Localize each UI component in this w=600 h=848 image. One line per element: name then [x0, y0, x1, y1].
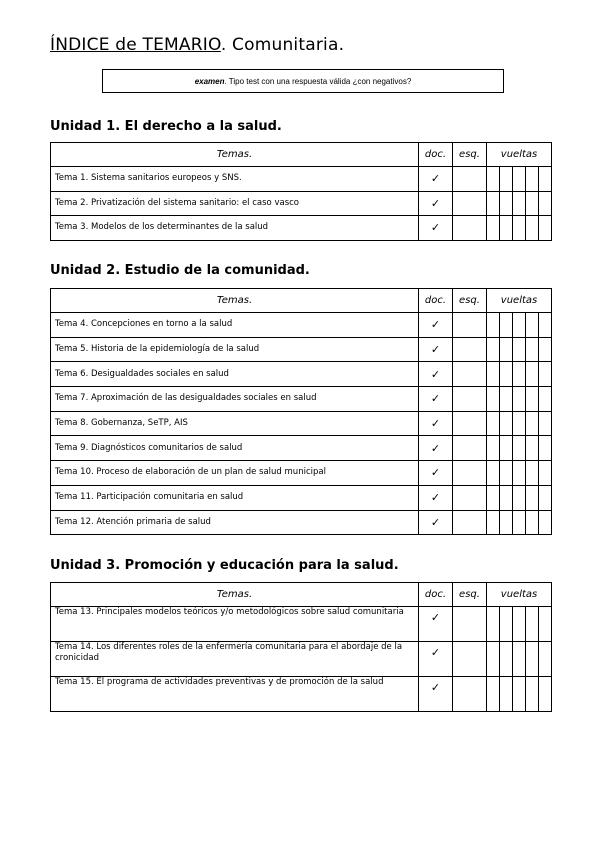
vuelta-cell[interactable]: [539, 510, 552, 535]
table-row: [51, 313, 552, 338]
doc-check-cell[interactable]: ✓: [419, 362, 453, 387]
vuelta-cell[interactable]: [539, 191, 552, 216]
table-row: [51, 191, 552, 216]
vuelta-cell[interactable]: [526, 337, 539, 362]
unit-table: [50, 582, 552, 712]
vuelta-cell[interactable]: [500, 313, 513, 338]
vuelta-cell[interactable]: [487, 191, 500, 216]
topic-label: Tema 8. Gobernanza, SeTP, AIS: [51, 411, 419, 436]
vuelta-cell[interactable]: [526, 461, 539, 486]
vuelta-cell[interactable]: [526, 642, 539, 677]
vuelta-cell[interactable]: [539, 436, 552, 461]
vuelta-cell[interactable]: [487, 362, 500, 387]
topic-label: Tema 15. El programa de actividades preventivas y de promoción de la salud: [51, 677, 419, 712]
header-vueltas: vueltas: [487, 583, 552, 607]
vuelta-cell[interactable]: [513, 337, 526, 362]
topic-label: Tema 11. Participación comunitaria en salud: [51, 485, 419, 510]
vuelta-cell[interactable]: [513, 191, 526, 216]
vuelta-cell[interactable]: [487, 607, 500, 642]
vuelta-cell[interactable]: [539, 167, 552, 192]
table-header-row: [51, 289, 552, 313]
exam-note-box: [102, 69, 504, 93]
table-row: [51, 461, 552, 486]
vuelta-cell[interactable]: [487, 313, 500, 338]
vuelta-cell[interactable]: [539, 362, 552, 387]
exam-note-text: . Tipo test con una respuesta válida ¿con negativos?: [224, 76, 412, 86]
vuelta-cell[interactable]: [487, 167, 500, 192]
title-underlined: ÍNDICE de TEMARIO: [50, 35, 221, 55]
vuelta-cell[interactable]: [526, 362, 539, 387]
vuelta-cell[interactable]: [500, 337, 513, 362]
topic-label: Tema 12. Atención primaria de salud: [51, 510, 419, 535]
page-title: [50, 35, 344, 55]
doc-check-cell[interactable]: ✓: [419, 642, 453, 677]
table-row: [51, 677, 552, 712]
doc-check-cell[interactable]: ✓: [419, 411, 453, 436]
vuelta-cell[interactable]: [513, 216, 526, 241]
vuelta-cell[interactable]: [513, 677, 526, 712]
table-row: [51, 216, 552, 241]
table-row: [51, 387, 552, 412]
topic-label: Tema 9. Diagnósticos comunitarios de salud: [51, 436, 419, 461]
header-doc: doc.: [419, 143, 453, 167]
esq-cell[interactable]: [453, 677, 487, 712]
vuelta-cell[interactable]: [526, 436, 539, 461]
esq-cell[interactable]: [453, 216, 487, 241]
vuelta-cell[interactable]: [539, 677, 552, 712]
topic-label: Tema 3. Modelos de los determinantes de la salud: [51, 216, 419, 241]
vuelta-cell[interactable]: [539, 411, 552, 436]
doc-check-cell[interactable]: ✓: [419, 677, 453, 712]
esq-cell[interactable]: [453, 607, 487, 642]
vuelta-cell[interactable]: [526, 411, 539, 436]
vuelta-cell[interactable]: [526, 387, 539, 412]
esq-cell[interactable]: [453, 642, 487, 677]
vuelta-cell[interactable]: [500, 607, 513, 642]
header-temas: Temas.: [51, 583, 419, 607]
vuelta-cell[interactable]: [539, 461, 552, 486]
header-temas: Temas.: [51, 143, 419, 167]
title-rest: . Comunitaria.: [220, 35, 345, 55]
doc-check-cell[interactable]: ✓: [419, 607, 453, 642]
header-vueltas: vueltas: [487, 289, 552, 313]
vuelta-cell[interactable]: [513, 461, 526, 486]
esq-cell[interactable]: [453, 362, 487, 387]
esq-cell[interactable]: [453, 461, 487, 486]
table-row: [51, 337, 552, 362]
vuelta-cell[interactable]: [513, 313, 526, 338]
vuelta-cell[interactable]: [526, 510, 539, 535]
vuelta-cell[interactable]: [500, 510, 513, 535]
vuelta-cell[interactable]: [500, 387, 513, 412]
doc-check-cell[interactable]: ✓: [419, 387, 453, 412]
header-esq: esq.: [453, 583, 487, 607]
doc-check-cell[interactable]: ✓: [419, 191, 453, 216]
table-row: [51, 642, 552, 677]
vuelta-cell[interactable]: [539, 313, 552, 338]
vuelta-cell[interactable]: [487, 436, 500, 461]
vuelta-cell[interactable]: [526, 677, 539, 712]
header-vueltas: vueltas: [487, 143, 552, 167]
vuelta-cell[interactable]: [500, 167, 513, 192]
vuelta-cell[interactable]: [487, 510, 500, 535]
vuelta-cell[interactable]: [500, 677, 513, 712]
header-temas: Temas.: [51, 289, 419, 313]
exam-note-label: examen: [194, 76, 225, 86]
table-row: [51, 167, 552, 192]
table-header-row: [51, 143, 552, 167]
vuelta-cell[interactable]: [539, 337, 552, 362]
esq-cell[interactable]: [453, 411, 487, 436]
header-esq: esq.: [453, 289, 487, 313]
vuelta-cell[interactable]: [487, 411, 500, 436]
vuelta-cell[interactable]: [487, 485, 500, 510]
esq-cell[interactable]: [453, 313, 487, 338]
unit-title: Unidad 1. El derecho a la salud.: [50, 119, 282, 134]
topic-label: Tema 14. Los diferentes roles de la enfermería comunitaria para el abordaje de la cronicidad: [51, 642, 419, 677]
unit-title: Unidad 3. Promoción y educación para la salud.: [50, 558, 399, 573]
vuelta-cell[interactable]: [526, 167, 539, 192]
topic-label: Tema 1. Sistema sanitarios europeos y SNS.: [51, 167, 419, 192]
vuelta-cell[interactable]: [487, 216, 500, 241]
esq-cell[interactable]: [453, 191, 487, 216]
doc-check-cell[interactable]: ✓: [419, 510, 453, 535]
vuelta-cell[interactable]: [487, 337, 500, 362]
esq-cell[interactable]: [453, 485, 487, 510]
vuelta-cell[interactable]: [500, 642, 513, 677]
table-row: [51, 436, 552, 461]
doc-check-cell[interactable]: ✓: [419, 337, 453, 362]
table-row: [51, 485, 552, 510]
vuelta-cell[interactable]: [513, 436, 526, 461]
vuelta-cell[interactable]: [487, 677, 500, 712]
esq-cell[interactable]: [453, 167, 487, 192]
header-doc: doc.: [419, 289, 453, 313]
vuelta-cell[interactable]: [539, 387, 552, 412]
doc-check-cell[interactable]: ✓: [419, 313, 453, 338]
doc-check-cell[interactable]: ✓: [419, 167, 453, 192]
vuelta-cell[interactable]: [513, 411, 526, 436]
vuelta-cell[interactable]: [500, 485, 513, 510]
vuelta-cell[interactable]: [526, 313, 539, 338]
topic-label: Tema 7. Aproximación de las desigualdades sociales en salud: [51, 387, 419, 412]
vuelta-cell[interactable]: [487, 387, 500, 412]
table-header-row: [51, 583, 552, 607]
unit-table: [50, 142, 552, 241]
vuelta-cell[interactable]: [500, 191, 513, 216]
vuelta-cell[interactable]: [526, 485, 539, 510]
unit-table: [50, 288, 552, 535]
vuelta-cell[interactable]: [513, 387, 526, 412]
topic-label: Tema 2. Privatización del sistema sanitario: el caso vasco: [51, 191, 419, 216]
table-row: [51, 411, 552, 436]
vuelta-cell[interactable]: [539, 607, 552, 642]
esq-cell[interactable]: [453, 387, 487, 412]
header-esq: esq.: [453, 143, 487, 167]
vuelta-cell[interactable]: [500, 411, 513, 436]
table-row: [51, 362, 552, 387]
vuelta-cell[interactable]: [487, 461, 500, 486]
vuelta-cell[interactable]: [500, 436, 513, 461]
vuelta-cell[interactable]: [513, 642, 526, 677]
vuelta-cell[interactable]: [539, 216, 552, 241]
vuelta-cell[interactable]: [487, 642, 500, 677]
doc-check-cell[interactable]: ✓: [419, 485, 453, 510]
vuelta-cell[interactable]: [513, 607, 526, 642]
table-row: [51, 510, 552, 535]
vuelta-cell[interactable]: [539, 642, 552, 677]
vuelta-cell[interactable]: [513, 362, 526, 387]
esq-cell[interactable]: [453, 436, 487, 461]
topic-label: Tema 13. Principales modelos teóricos y/o metodológicos sobre salud comunitaria: [51, 607, 419, 642]
vuelta-cell[interactable]: [539, 485, 552, 510]
vuelta-cell[interactable]: [513, 510, 526, 535]
vuelta-cell[interactable]: [500, 216, 513, 241]
vuelta-cell[interactable]: [500, 362, 513, 387]
topic-label: Tema 10. Proceso de elaboración de un plan de salud municipal: [51, 461, 419, 486]
vuelta-cell[interactable]: [513, 485, 526, 510]
doc-check-cell[interactable]: ✓: [419, 216, 453, 241]
vuelta-cell[interactable]: [526, 607, 539, 642]
doc-check-cell[interactable]: ✓: [419, 461, 453, 486]
vuelta-cell[interactable]: [526, 216, 539, 241]
topic-label: Tema 6. Desigualdades sociales en salud: [51, 362, 419, 387]
header-doc: doc.: [419, 583, 453, 607]
table-row: [51, 607, 552, 642]
unit-title: Unidad 2. Estudio de la comunidad.: [50, 263, 310, 278]
vuelta-cell[interactable]: [500, 461, 513, 486]
topic-label: Tema 4. Concepciones en torno a la salud: [51, 313, 419, 338]
vuelta-cell[interactable]: [526, 191, 539, 216]
esq-cell[interactable]: [453, 337, 487, 362]
esq-cell[interactable]: [453, 510, 487, 535]
doc-check-cell[interactable]: ✓: [419, 436, 453, 461]
vuelta-cell[interactable]: [513, 167, 526, 192]
topic-label: Tema 5. Historia de la epidemiología de la salud: [51, 337, 419, 362]
